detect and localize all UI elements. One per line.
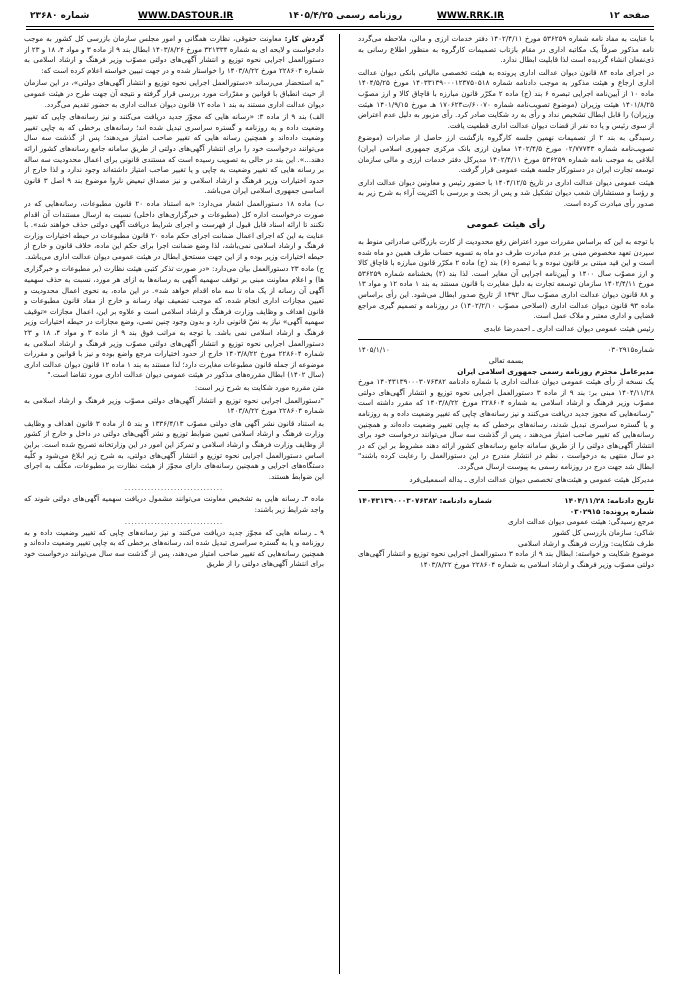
column-divider [339, 34, 340, 974]
publication-date: روزنامه رسمی ۱۴۰۵/۴/۲۵ [288, 11, 403, 21]
article-3: ماده ۳ـ رسانه هایی به تشخیص معاونت می‌توانند مشمول دریافت سهمیه آگهی‌های دولتی شوند که واجد شرایط زیر باشند: [24, 494, 324, 514]
letter-ref-row [358, 345, 654, 356]
regulation-preamble: به استناد قانون نشر آگهی های دولتی مصوّب ۱۳۳۶/۴/۱۳ و بند ۵ از ماده ۳ قانون اهداف و وظایف وزارت فرهنگ و ارشاد اسلامی تعیین ضوابط توزیع و نشر آگهی‌های دولتی در داخل و خارج از کشور از وظایف وزارت فرهنگ و ارشاد اسلامی و تمرکز این امور در این وزارتخانه تصریح شده است. براین اساس دستورالعمل اجرایی نحوه توزیع و انتشار آگهی‌های دولتی، به شرح زیر ابلاغ می‌شود و کلّیه دستگاه‌های اجرایی و همچنین رسانه‌های دارای مجوّز از هیئت نظارت بر مطبوعات، مکلّف به اجرای این ضوابط هستند. [24, 418, 324, 481]
plaintiff: شاکی: سازمان بازرسی کل کشور [552, 527, 654, 537]
verdict-date: تاریخ دادنامه: ۱۴۰۴/۱۱/۲۸ [564, 496, 654, 506]
page-number: صفحه ۱۲ [608, 11, 650, 21]
letter-addressee: مدیرعامل محترم روزنامه رسمی جمهوری اسلامی ایران [457, 366, 654, 376]
ruling-title: رأی هیئت عمومی [466, 219, 546, 230]
ellipsis-separator: .............................. [124, 483, 224, 493]
intro-paragraph: در اجرای ماده ۸۴ قانون دیوان عدالت اداری پرونده به هیئت تخصصی مالیاتی بانکی دیوان عدالت اداری ارجاع و هیئت مذکور به موجب دادنامه شماره ۱۴۰۳۳۱۳۹۰۰۰۱۲۳۷۵۰۵۱۸ مورخ ۱۴۰۴/۵/۲۵ ماده ۱۰ از آیین‌نامه اجرایی تبصره ۶ بند (ج) ماده ۲ مکرّر قانون مبارزه با قاچاق کالا و ارز مصوّب ۱۴۰۱/۸/۲۵ هیئت وزیران (موضوع تصویب‌نامه شماره ۶۰۰۷۰/ت۱۷۰۶۲۳ هـ مورخ ۱۴۰۱/۹/۱۵ هیئت وزیران) را قابل ابطال تشخیص نداد و رأی به رد شکایت صادر کرد. رأی مزبور به دلیل عدم اعتراض از سوی رئیس و یا ده نفر از قضات دیوان عدالت اداری قطعیت یافت. [358, 67, 654, 130]
regulation-intro: متن مقرره مورد شکایت به شرح زیر است: [194, 383, 324, 392]
page-header [26, 8, 654, 26]
intro-paragraph: هیئت عمومی دیوان عدالت اداری در تاریخ ۱۴۰۴/۱۲/۵ با حضور رئیس و معاونین دیوان عدالت اداری و رؤسا و مستشاران شعب دیوان تشکیل شد و پس از بحث و بررسی با اکثریت آراء به شرح زیر به صدور رأی مبادرت کرده است. [358, 177, 654, 208]
verdict-number: شماره دادنامه: ۱۴۰۴۳۱۳۹۰۰۰۳۰۷۶۳۸۲ [358, 496, 492, 506]
section-separator [358, 490, 654, 491]
reviewing-authority: مرجع رسیدگی: هیئت عمومی دیوان عدالت اداری [507, 517, 654, 527]
workflow-text: معاونت حقوقی، نظارت همگانی و امور مجلس سازمان بازرسی کل کشور به موجب دادخواست و لایحه ای به شماره ۳۲۱۳۳۴ مورخ ۱۴۰۳/۸/۲۶ ابطال بند ۹ از ماده ۳ و مواد ۴، ۱۸ و ۲۳ از دستورالعمل اجرایی نحوه توزیع و انتشار آگهی‌های دولتی مصوّب وزیر فرهنگ و ارشاد اسلامی به شماره ۲۲۸۶۰۴ مورخ ۱۴۰۳/۸/۲۲ را خواستار شده و در جهت تبیین خواسته اعلام کرده است که: [24, 34, 324, 75]
case-number: شماره پرونده: ۰۳۰۲۹۱۵ [569, 506, 654, 516]
header-rule [26, 26, 654, 27]
workflow-paragraph [24, 34, 324, 76]
article-3-clause-9: ۹ ـ رسانه هایی که مجوّز جدید دریافت می‌کنند و نیز رسانه‌های چاپی که تغییر وضعیت داده و به روزنامه و یا به گستره سراسری تبدیل شده اند، رسانه‌های برخطی که به چاپی تغییر وضعیت داده‌اند و همچنین رسانه‌هایی که تغییر صاحب امتیاز می‌دهند، پس از گذشت سه سال می‌توانند درخواست خود برای انتشار آگهی‌های دولتی را از طریق [24, 527, 324, 569]
left-column [24, 34, 324, 974]
workflow-lead: گردش کار: [284, 34, 324, 43]
right-column [358, 34, 654, 974]
intro-paragraph: رسیدگی به بند ۲ از تصمیمات نهمین جلسه کارگروه بازگشت ارز حاصل از صادرات (موضوع تصویب‌نامه شماره ۰۲/۷۷۷۴۳ مورخ ۱۴۰۲/۴/۵ معاون ارزی بانک مرکزی جمهوری اسلامی ایران) ابلاغی به موجب نامه شماره ۵۳۶۲۵۹ مورخ ۱۴۰۲/۴/۱۱ مدیرکل دفتر خدمات ارزی و مالی سازمان توسعه تجارت ایران در دستورکار جلسه هیئت عمومی قرار گرفت. [358, 133, 654, 175]
verdict-meta-row [358, 496, 654, 507]
header-rule-thin [26, 29, 654, 30]
letter-date: ۱۴۰۵/۱/۱۰ [358, 345, 390, 355]
defendant: طرف شکایت: وزارت فرهنگ و ارشاد اسلامی [518, 538, 654, 548]
bismillah: بسمه تعالی [488, 356, 524, 366]
section-separator [358, 339, 654, 340]
complaint-subject: موضوع شکایت و خواسته: ابطال بند ۹ از ماده ۳ دستورالعمل اجرایی نحوه توزیع و انتشار آگهی‌های دولتی مصوّب وزیر فرهنگ و ارشاد اسلامی به شماره ۲۲۸۶۰۴ مورخ ۱۴۰۳/۸/۲۲ [358, 549, 654, 569]
issue-number: شماره ۲۳۶۸۰ [30, 11, 90, 21]
ellipsis-separator: .............................. [124, 516, 224, 526]
objection-a: الف) بند ۹ از ماده ۳: «رسانه هایی که مجوّز جدید دریافت می‌کنند و نیز رسانه‌های چاپی که تغییر وضعیت داده و به روزنامه و گستره سراسری تبدیل شده اند؛ رسانه‌های برخطی که به چاپی تغییر وضعیت داده‌اند و همچنین رسانه هایی که تغییر صاحب امتیاز می‌دهند؛ پس از گذشت سه سال می‌توانند درخواست خود را برای انتشار آگهی‌های دولتی از طریق سامانه جامع رسانه‌های کشور ارائه دهند...». این بند در حالی به تصویب رسیده است که مستندی قانونی برای اعمال محدودیت سه ساله بر رسانه هایی که تغییر وضعیت به چاپی و یا تغییر صاحب امتیاز داشته‌اند وجود ندارد و لذا خارج از حدود اختیارات وزیر فرهنگ و ارشاد اسلامی و نیز مصداق تبعیض ناروا موضوع بند ۹ اصل ۳ قانون اساسی جمهوری اسلامی ایران می‌باشد. [24, 112, 324, 196]
letter-number: شماره۰۳۰۲۹۱۵ [607, 345, 654, 355]
objection-b: ب) ماده ۱۸ دستورالعمل اشعار می‌دارد: «به استناد ماده ۲۰ قانون مطبوعات، رسانه‌هایی که در صورت درخواست اداره کل (مطبوعات و خبرگزاری‌های داخلی) نسبت به ارسال مستندات آن اقدام نکنند تا ارائه اسناد قابل قبول از فهرست و اجرای شرایط دریافت آگهی دولتی حذف خواهند شد». با عنایت به این که اجرای اعمال ضمانت اجرای حکم ماده ۲۰ قانون مطبوعات در حیطه اختیارات وزارت فرهنگ و ارشاد اسلامی نمی‌باشد، لذا وضع ضمانت اجرا برای حکم این ماده، خلاف قانون و خارج از حیطه اختیارات وزیر بوده و از این جهت مستحق ابطال در هیئت عمومی دیوان عدالت اداری می‌باشد. [24, 198, 324, 261]
dastour-link[interactable]: WWW.DASTOUR.IR [138, 11, 234, 21]
rrk-link[interactable]: WWW.RRK.IR [437, 11, 504, 21]
petition-paragraph: "به استحضار می‌رساند «دستورالعمل اجرایی نحوه توزیع و انتشار آگهی‌های دولتی»، در این سازمان از حیث انطباق با قوانین و مقرّرات مورد بررسی قرار گرفته و نتیجه آن جهت طرح در هیئت عمومی دیوان عدالت اداری مستند به بند ۱ ماده ۱۲ قانون دیوان عدالت اداری به حضور تقدیم می‌گردد. [24, 78, 324, 109]
regulation-title: "دستورالعمل اجرایی نحوه توزیع و انتشار آگهی‌های دولتی مصوّب وزیر فرهنگ و ارشاد اسلامی به شماره ۲۲۸۶۰۴ مورخ ۱۴۰۳/۸/۲۲ [24, 395, 324, 416]
ruling-signature: رئیس هیئت عمومی دیوان عدالت اداری ـ احمدرضا عابدی [483, 323, 654, 333]
objection-c: ج) ماده ۲۳ دستورالعمل بیان می‌دارد: «در صورت تذکر کتبی هیئت نظارت (بر مطبوعات و خبرگزاری ها) و اعلام معاونت مبنی بر توقف سهمیه آگهی به رسانه‌ها به ازای هر مورد، نسبت به حذف سهمیه آگهی آن رسانه از یک ماه تا سه ماه اقدام خواهد شد». در این ماده، به نحوی اعمال محدودیت و تعیین مجازات اداری انجام شده، که موجب تضعیف نهاد رسانه و خارج از مفاد قانون مطبوعات و قانون اهداف و وظایف وزارت فرهنگ و ارشاد اسلامی است و علاوه بر این، اعمال مجازات «توقیف سهمیه آگهی» نیاز به نصّ قانونی دارد و بدون وجود چنین نصی، وضع مجازات در حیطه اختیارات وزیر فرهنگ و ارشاد اسلامی نمی باشد. با توجه به مراتب فوق بند ۹ از ماده ۳ و مواد ۴، ۱۸ و ۲۳ دستورالعمل اجرایی نحوه توزیع و انتشار آگهی‌های دولتی مصوّب وزیر فرهنگ و ارشاد اسلامی به شماره ۲۲۸۶۰۴ مورخ ۱۴۰۳/۸/۲۲ خارج از حدود اختیارات مرجع واضع بوده و نیز با قوانین و مقررات موضوعه از جمله قانون مطبوعات مغایرت دارد؛ لذا مستند به بند ۱ ماده ۱۲ قانون دیوان عدالت اداری (سال ۱۴۰۲) ابطال مقرره‌های مذکور در هیئت عمومی دیوان عدالت اداری مورد تقاضا است." [24, 264, 324, 380]
intro-paragraph: با عنایت به مفاد نامه شماره ۵۳۶۲۵۹ مورخ ۱۴۰۲/۴/۱۱ دفتر خدمات ارزی و مالی، ملاحظه می‌گردد نامه مذکور صرفاً یک مکاتبه اداری در مقام بازتاب تصمیمات کارگروه به منظور اطلاع رسانی به ذی‌نفعان انشاء گردیده است لذا قابلیت ابطال ندارد. [358, 34, 654, 65]
letter-body: یک نسخه از رأی هیئت عمومی دیوان عدالت اداری با شماره دادنامه ۱۴۰۴۳۱۳۹۰۰۰۳۰۷۶۳۸۲ مورخ ۱۴۰۴/۱۱/۲۸ مبنی بر: بند ۹ از ماده ۳ دستورالعمل اجرایی نحوه توزیع و انتشار آگهی‌های دولتی مصوّب وزیر فرهنگ و ارشاد اسلامی به شماره ۲۲۸۶۰۴ مورخ ۱۴۰۳/۸/۲۲ که مقرر داشته است "رسانه‌هایی که مجوز جدید دریافت می‌کنند و نیز رسانه‌های چاپی که تغییر وضعیت داده و به روزنامه و یا گستره سراسری تبدیل شدند، رسانه‌های برخطی که به چاپی تغییر وضعیت داده‌اند و همچنین رسانه‌هایی که تغییر صاحب امتیاز می‌دهند ، پس از گذشت سه سال می‌توانند درخواست خود برای انتشار آگهی‌های دولتی را از طریق سامانه جامع رسانه‌های کشور ارائه دهند مشروط بر این که در دو سال منتهی به درخواست ، نظم در انتشار مندرج در این دستورالعمل را رعایت کرده باشند" ابطال شد جهت درج در روزنامه رسمی به پیوست ارسال می‌گردد. [358, 377, 654, 471]
ruling-text: با توجه به این که براساس مقررات مورد اعتراض رفع محدودیت از کارت بازرگانی صادراتی منوط به سپردن تعهد مخصوص مبنی بر عدم مبادرت طرف دو ماه به تسویه حساب طرف همین دو ماه شده است و این قید مبتنی بر قانون نبوده و با تبصره (۶) بند (ج) ماده ۲ مکرّر قانون مبارزه با قاچاق کالا و ارز مصوّب سال ۱۴۰۰ و آیین‌نامه اجرایی آن مغایر است. لذا بند (۲) بخشنامه شماره ۵۳۶۲۵۹ مورخ ۱۴۰۲/۴/۱۱ سازمان توسعه تجارت به دلیل مغایرت با قانون مستند به بند ۱ ماده ۱۲ و مواد ۱۳ و ۸۸ قانون دیوان عدالت اداری مصوّب سال ۱۳۹۲ از تاریخ صدور ابطال می‌شود. این رأی براساس ماده ۹۳ قانون دیوان عدالت اداری (اصلاحی مصوّب ۱۴۰۲/۲/۱۰) در روزنامه و تصمیم گیری مراجع قضایی و اداری معتبر و ملاک عمل است. [358, 237, 654, 321]
letter-signature: مدیرکل هیئت عمومی و هیئت‌های تخصصی دیوان عدالت اداری ـ یداله اسمعیلی‌فرد [409, 474, 654, 484]
